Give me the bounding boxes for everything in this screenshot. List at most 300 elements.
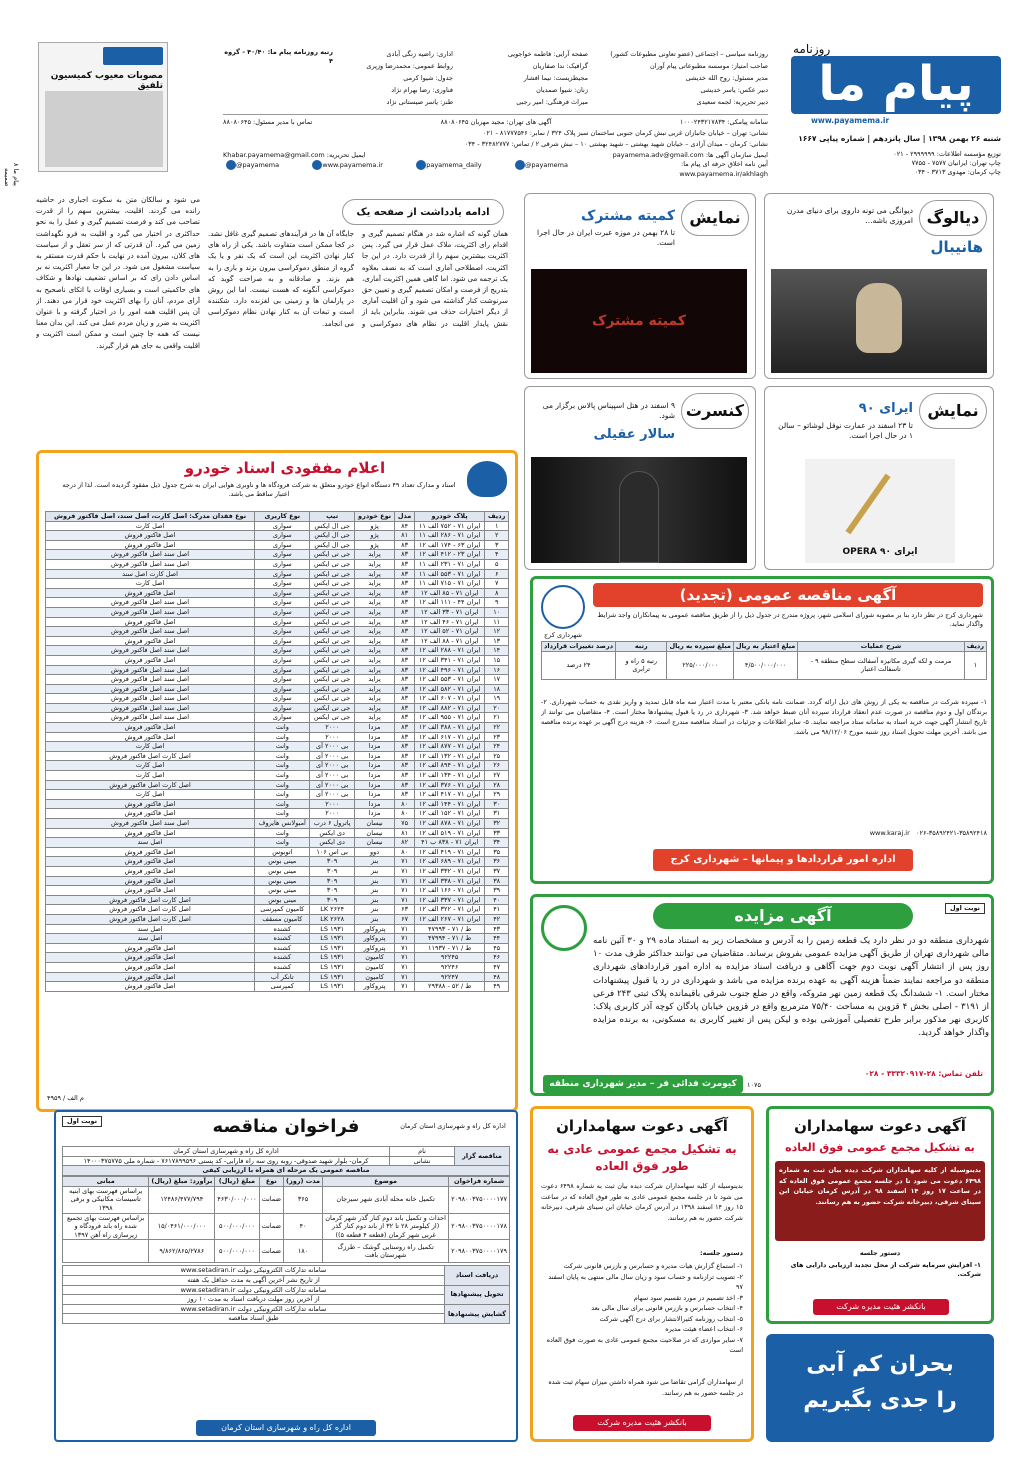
- meeting2-footer: بانکشر هئیت مدیره شرکت: [813, 1299, 949, 1315]
- slogan-line1: بحران کم آبی: [806, 1352, 954, 1377]
- table-row: [46, 876, 509, 886]
- table-cell: ۸۳: [395, 636, 415, 646]
- table-cell: ایران ۷۱ - ۳۸۸ الف ۱۲: [414, 723, 485, 733]
- table-cell: سواری: [255, 588, 310, 598]
- tender-site[interactable]: www.karaj.ir: [869, 829, 910, 837]
- table-cell: مرمت و لکه گیری مکانیزه آسفالت سطح منطقه ۹ - تاسفالت اعتبار: [798, 651, 964, 679]
- agenda-item: ۷- سایر مواردی که در صلاحیت مجمع عمومی عادی به صورت فوق العاده است: [546, 1335, 743, 1354]
- table-cell: ۸۳: [395, 713, 415, 723]
- table-cell: اصل سند اصل فاکتور فروش: [46, 627, 255, 637]
- table-cell: LS ۱۹۳۱: [310, 943, 354, 953]
- table-cell: ۴۵: [485, 943, 509, 953]
- table-cell: جی تی ایکس: [310, 559, 354, 569]
- table-cell: بنز: [354, 866, 394, 876]
- table-row: [46, 780, 509, 790]
- table-cell: اصل فاکتور فروش: [46, 531, 255, 541]
- call-tender-ad: [54, 1110, 518, 1442]
- table-cell: وانت: [255, 828, 310, 838]
- staff-line: میراث فرهنگی: امیر رجبی: [516, 98, 588, 106]
- table-cell: سواری: [255, 598, 310, 608]
- call-org-header: اداره کل راه و شهرسازی استان کرمان: [400, 1122, 506, 1130]
- meeting1-ad: [530, 1106, 754, 1442]
- tender-intro: شهرداری کرج در نظر دارد بنا بر مصوبه شورای اسلامی شهر، پروژه مندرج در جدول ذیل را از طریق مناقصه عمومی به پیمانکاران واجد شرایط واگذار نماید.: [597, 611, 983, 628]
- table-row: [46, 905, 509, 915]
- table-cell: ۳۰۹: [310, 857, 354, 867]
- meeting2-body: بدینوسیله از کلیه سهامداران شرکت دیده بیان ثبت به شماره ۶۴۹۸ دعوت می شود تا در جلسه مجمع عمومی فوق العاده که در ساعت ۱۷ روز ۱۴ اسفند ۹۸ در آدرس کرمان خیابان ابن سینای شرقی، دبیرخانه شرکت حضور به هم رسانند.: [779, 1166, 982, 1206]
- concert-photo: [531, 457, 747, 563]
- table-row: [46, 627, 509, 637]
- table-cell: اصل فاکتور فروش: [46, 847, 255, 857]
- call-header-cell: مبلغ (ریال): [215, 1177, 259, 1187]
- table-cell: سواری: [255, 550, 310, 560]
- table-cell: ۸۳: [395, 751, 415, 761]
- table-cell: ۴۸: [485, 972, 509, 982]
- table-row: [46, 684, 509, 694]
- staff-line: روزنامه سیاسی – اجتماعی (عضو تعاونی مطبوعات کشور): [610, 50, 768, 58]
- table-cell: ۲۰۰۰: [310, 799, 354, 809]
- table-cell: ۸۳: [395, 559, 415, 569]
- show2-title: ایرای ۹۰: [858, 401, 913, 416]
- table-cell: ۵: [485, 559, 509, 569]
- table-row: [46, 531, 509, 541]
- table-cell: ۸۳: [395, 703, 415, 713]
- table-cell: ۹۲۲۴۵: [414, 953, 485, 963]
- table-cell: اصل فاکتور فروش: [46, 540, 255, 550]
- open-value[interactable]: سامانه تدارکات الکترونیکی دولت www.setadiran.ir: [63, 1304, 445, 1314]
- table-cell: ۲۴ درصد: [542, 651, 616, 679]
- call-subtitle: مناقصه عمومی یک مرحله ای همراه با ارزیابی کیفی: [62, 1166, 510, 1176]
- table-cell: اصل سند اصل فاکتور فروش: [46, 550, 255, 560]
- table-cell: پراید: [354, 559, 394, 569]
- table-cell: پراید: [354, 569, 394, 579]
- table-cell: پراید: [354, 636, 394, 646]
- table-cell: وانت: [255, 742, 310, 752]
- table-cell: ۱۰: [485, 607, 509, 617]
- table-cell: وانت: [255, 723, 310, 733]
- table-cell: وانت: [255, 780, 310, 790]
- table-cell: سواری: [255, 617, 310, 627]
- table-cell: کشنده: [255, 934, 310, 944]
- table-row: [46, 713, 509, 723]
- receive-deadline: از تاریخ نشر آخرین آگهی به مدت حداقل یک هفته: [63, 1275, 445, 1285]
- table-row: [46, 665, 509, 675]
- meeting1-footer: بانکشر هئیت مدیره شرکت: [573, 1415, 711, 1431]
- table-cell: بنز: [354, 914, 394, 924]
- table-row: [46, 886, 509, 896]
- table-cell: ۹۲۲۴۷: [414, 972, 485, 982]
- contact-bar: [223, 114, 768, 161]
- table-cell: ۱۵: [485, 655, 509, 665]
- table-cell: ایران ۷۱ - ۸۷۷ الف ۱۲: [414, 742, 485, 752]
- table-cell: ۸: [485, 588, 509, 598]
- table-cell: اصل کارت اصل فاکتور فروش: [46, 780, 255, 790]
- table-cell: سواری: [255, 636, 310, 646]
- table-cell: دی ایکس: [310, 828, 354, 838]
- table-cell: جی تی ایکس: [310, 713, 354, 723]
- table-cell: ۳۴: [485, 838, 509, 848]
- table-cell: پراید: [354, 655, 394, 665]
- water-slogan: [766, 1334, 994, 1442]
- table-cell: ۳۰: [485, 799, 509, 809]
- table-cell: جی تی ایکس: [310, 607, 354, 617]
- auction-footer: کیومرث فدائی فر – مدیر شهرداری منطقه دو: [543, 1075, 743, 1093]
- table-cell: ط / ۷۱ - ۴۷۹۹۳: [414, 924, 485, 934]
- table-cell: ایران ۷۱ - ۸۵ الف ۱۲: [414, 588, 485, 598]
- table-cell: مزدا: [354, 742, 394, 752]
- meeting1-body: بدینوسیله از کلیه سهامداران شرکت دیده بیان ثبت به شماره ۶۴۹۸ دعوت می شود تا در جلسه مجمع عمومی عادی به طور فوق العاده که در ساعت ۱۵ روز ۱۴ اسفند ۱۳۹۸ در آدرس کرمان خیابان ابن سینای شرقی، دبیرخانه شرکت حضور به هم رسانند.: [541, 1182, 743, 1222]
- table-cell: مینی بوس: [255, 895, 310, 905]
- table-cell: ایران ۷۱ - ۸۸ الف ۱۲: [414, 636, 485, 646]
- table-cell: ۵۰۰/۰۰۰/۰۰۰: [215, 1213, 259, 1240]
- table-cell: دوو: [354, 847, 394, 857]
- table-cell: دی ایکس: [310, 838, 354, 848]
- receive-row: [63, 1266, 510, 1276]
- table-cell: پراید: [354, 703, 394, 713]
- tender-header-cell: ردیف: [964, 642, 986, 652]
- kerman-address: نشانی: کرمان – میدان آزادی – خیابان شهید بهشتی – شهید بهشتی ۱۰ – نبش شرقی ۲ / تماس: ۳۲۴۸۲۷۷۷ - ۰۳۴: [464, 140, 768, 148]
- table-row: [46, 579, 509, 589]
- newspaper-logo[interactable]: پیام ما: [791, 56, 1001, 114]
- open-row: [63, 1304, 510, 1314]
- table-cell: کشنده: [255, 953, 310, 963]
- table-cell: جی تی ایکس: [310, 675, 354, 685]
- table-cell: ۱۹: [485, 694, 509, 704]
- table-row: [46, 588, 509, 598]
- lost-code: م الف / ۴۹۵۹: [47, 1094, 84, 1102]
- table-cell: ۱۲: [485, 627, 509, 637]
- table-cell: اصل فاکتور فروش: [46, 982, 255, 992]
- table-cell: ۷۱: [395, 876, 415, 886]
- distribution: توزیع مؤسسه اطلاعات: ۲۹۹۹۹۹۹ - ۰۲۱: [893, 150, 1001, 158]
- show1-text: تا ۲۸ بهمن در موزه عبرت ایران در حال اجرا است.: [536, 228, 675, 247]
- table-row: [46, 761, 509, 771]
- table-row: [46, 569, 509, 579]
- table-cell: ۶: [485, 569, 509, 579]
- table-cell: جی تی ایکس: [310, 598, 354, 608]
- table-cell: ایران ۲۳ - ۴۱۲ الف ۱۲: [414, 550, 485, 560]
- table-cell: ایران ۷۱ - ۳۳۲ الف ۱۲: [414, 866, 485, 876]
- table-cell: سواری: [255, 703, 310, 713]
- open-row-2: [63, 1314, 510, 1324]
- table-cell: ۸۳: [395, 742, 415, 752]
- table-cell: اصل سند: [46, 934, 255, 944]
- table-cell: پژو: [354, 521, 394, 531]
- social-item[interactable]: payamema_daily: [413, 160, 481, 170]
- table-cell: ۴۲: [485, 914, 509, 924]
- table-cell: بی ۲۰۰۰ آی: [310, 761, 354, 771]
- table-cell: مزدا: [354, 771, 394, 781]
- table-cell: ۲۹: [485, 790, 509, 800]
- ethics-link[interactable]: [578, 160, 768, 169]
- table-cell: بی ۲۰۰۰ آی: [310, 790, 354, 800]
- table-row: [46, 521, 509, 531]
- open-time: طبق اسناد مناقصه: [63, 1314, 445, 1324]
- print-tehran: چاپ تهران: ایرانیان ۷۵۷۷ - ۷۷۵۵: [911, 159, 1001, 167]
- table-cell: مینی بوس: [255, 886, 310, 896]
- table-cell: LS ۱۹۳۱: [310, 982, 354, 992]
- table-cell: اصل سند اصل فاکتور فروش: [46, 694, 255, 704]
- table-cell: آمبولانس هایروف: [255, 819, 310, 829]
- table-cell: ایران ۷۱ - ۷۵۲ الف ۱۱: [414, 521, 485, 531]
- staff-line: مدیر مسئول: روح الله خدیشی: [685, 74, 768, 82]
- social-item[interactable]: @payamema: [223, 160, 279, 170]
- table-cell: اصل سند: [46, 838, 255, 848]
- table-cell: ۸۳: [395, 646, 415, 656]
- staff-col2: [478, 48, 588, 108]
- call-header-cell: موضوع: [323, 1177, 449, 1187]
- staff-line: اداری: راضیه زنگی آبادی: [386, 50, 453, 58]
- staff-line: فناوری: رضا بهرام نژاد: [391, 86, 453, 94]
- table-cell: ایران ۷۱ - ۵۵۳ الف ۱۱: [414, 569, 485, 579]
- table-cell: وانت: [255, 732, 310, 742]
- table-cell: بنز: [354, 876, 394, 886]
- table-cell: کامیون کمپرسی: [255, 905, 310, 915]
- table-cell: مینی بوس: [255, 857, 310, 867]
- table-row: [46, 847, 509, 857]
- table-cell: ۵۰۰/۰۰۰/۰۰۰: [215, 1240, 259, 1263]
- table-cell: ۲۰۹۸۰۰۳۷۵۰۰۰۰۱۷۹: [449, 1240, 510, 1263]
- tehran-address: نشانی: تهران – خیابان جانبازان غربی نبش کرمان جنوبی ساختمان سبز پلاک ۳۲۴ / نمابر: ۸۱۷۷۷۵۴۶ - ۰۲۱: [482, 129, 768, 137]
- table-cell: ۷۱: [395, 857, 415, 867]
- meeting1-agenda-title: دستور جلسه:: [700, 1249, 743, 1257]
- receive-label: دریافت اسناد: [445, 1266, 510, 1285]
- table-cell: ۸۳: [395, 588, 415, 598]
- table-cell: ایران ۷۱ - ۸۷۸ الف ۱۲: [414, 819, 485, 829]
- table-cell: اصل فاکتور فروش: [46, 617, 255, 627]
- table-cell: ۹: [485, 598, 509, 608]
- receive-value[interactable]: سامانه تدارکات الکترونیکی دولت www.setadiran.ir: [63, 1266, 445, 1276]
- instagram-icon: [416, 160, 426, 170]
- submit-row: [63, 1285, 510, 1295]
- table-cell: اصل کارت اصل سند: [46, 569, 255, 579]
- table-cell: جی تی ایکس: [310, 703, 354, 713]
- table-cell: ۸۳: [395, 675, 415, 685]
- tender-header-cell: مبلغ اعتبار به ریال: [733, 642, 797, 652]
- table-cell: ۷۱: [395, 895, 415, 905]
- table-cell: پراید: [354, 675, 394, 685]
- table-row: [46, 838, 509, 848]
- table-cell: ۲۰۰۰: [310, 732, 354, 742]
- thumbnail-photo: [45, 91, 163, 167]
- table-cell: ۴۷: [485, 962, 509, 972]
- table-row: [46, 819, 509, 829]
- table-cell: اصل فاکتور فروش: [46, 972, 255, 982]
- table-cell: ۳۱: [485, 809, 509, 819]
- table-cell: پراید: [354, 694, 394, 704]
- table-cell: ۲: [485, 531, 509, 541]
- table-cell: اصل سند اصل فاکتور فروش: [46, 675, 255, 685]
- table-cell: کامیون: [354, 953, 394, 963]
- table-cell: ۳: [485, 540, 509, 550]
- call-header-cell: برآورد: مبلغ (ریال): [149, 1177, 215, 1187]
- table-cell: ۸۳: [395, 569, 415, 579]
- table-cell: کامیون: [354, 972, 394, 982]
- table-cell: ۳۰۹: [310, 895, 354, 905]
- table-cell: وانت: [255, 809, 310, 819]
- table-cell: اصل کارت اصل فاکتور فروش: [46, 905, 255, 915]
- concert-text: ۹ اسفند در هتل اسپیناس پالاس برگزار می شود.: [542, 401, 675, 420]
- newspaper-label: روزنامه: [793, 42, 831, 56]
- staff-line: دبیر عکس: یاسر خدیشی: [700, 86, 768, 94]
- table-cell: ایران ۷۱ - ۴۱۷ الف ۱۲: [414, 790, 485, 800]
- ads-email[interactable]: ایمیل سازمان آگهی ها: payamema.adv@gmail.com: [612, 151, 768, 159]
- table-cell: ۲۳: [485, 732, 509, 742]
- karaj-org: شهرداری کرج: [544, 631, 582, 639]
- table-cell: اصل سند اصل فاکتور فروش: [46, 713, 255, 723]
- table-cell: ۱۶: [485, 665, 509, 675]
- table-row: [46, 723, 509, 733]
- table-cell: ۷: [485, 579, 509, 589]
- table-cell: LK ۲۶۲۴: [310, 905, 354, 915]
- table-row: [46, 857, 509, 867]
- table-cell: ۲۸: [485, 780, 509, 790]
- table-cell: ۷۱: [395, 924, 415, 934]
- agenda-item: ۳- اخذ تصمیم در مورد تقسیم سود سهام: [633, 1293, 743, 1302]
- table-cell: ایران ۷۱ - ۱۵۲ الف ۱۲: [414, 809, 485, 819]
- table-cell: اصل کارت اصل فاکتور فروش: [46, 895, 255, 905]
- table-cell: وانت: [255, 751, 310, 761]
- lost-docs-ad: [36, 450, 518, 1112]
- table-row: [46, 924, 509, 934]
- table-cell: ۸۳: [395, 607, 415, 617]
- open-label: گشایش پیشنهادها: [445, 1304, 510, 1323]
- table-cell: اصل فاکتور فروش: [46, 799, 255, 809]
- table-cell: اتوبوس: [255, 847, 310, 857]
- concert-box: [524, 386, 756, 570]
- social-item[interactable]: www.payamema.ir: [309, 160, 383, 170]
- table-cell: جی ال ایکس: [310, 521, 354, 531]
- table-cell: ایران ۷۱ - ۲۸۶ الف ۱۱: [414, 531, 485, 541]
- table-cell: ۸۳: [395, 790, 415, 800]
- table-row: [46, 675, 509, 685]
- table-cell: ۷۱: [395, 953, 415, 963]
- dialog-photo: [771, 269, 987, 373]
- table-row: [46, 617, 509, 627]
- submit-value[interactable]: سامانه تدارکات الکترونیکی دولت www.setadiran.ir: [63, 1285, 445, 1295]
- table-cell: ایران ۷۱ - ۳۳۷ الف ۱۲: [414, 895, 485, 905]
- table-cell: بنز: [354, 857, 394, 867]
- front-page-thumbnail[interactable]: [38, 42, 168, 172]
- table-row: [46, 636, 509, 646]
- table-cell: پژو: [354, 540, 394, 550]
- table-row: [46, 646, 509, 656]
- show2-poster-label: ایرای ۹۰ OPERA: [842, 547, 918, 557]
- ethics-url[interactable]: www.payamema.ir/akhlagh: [679, 170, 768, 178]
- table-cell: بی ۲۰۰۰ آی: [310, 751, 354, 761]
- table-cell: ۸۳: [395, 694, 415, 704]
- staff-line: جدول: شیوا کرمی: [403, 74, 453, 82]
- table-cell: پتروکاور: [354, 982, 394, 992]
- table-cell: ۷۱: [395, 934, 415, 944]
- call-employer-table: [62, 1146, 510, 1166]
- call-table-wrap: [62, 1146, 510, 1324]
- table-cell: سواری: [255, 607, 310, 617]
- lost-header-cell: مدل: [395, 512, 415, 522]
- table-cell: سواری: [255, 655, 310, 665]
- website-url[interactable]: www.payamema.ir: [811, 116, 890, 125]
- tender-table: [541, 641, 987, 680]
- table-cell: ۴۱: [485, 905, 509, 915]
- call-header-cell: مبانی: [63, 1177, 149, 1187]
- submit-row-2: [63, 1295, 510, 1305]
- table-cell: پراید: [354, 579, 394, 589]
- table-cell: پراید: [354, 588, 394, 598]
- table-cell: مزدا: [354, 799, 394, 809]
- table-cell: براساس فهرست بهای تجمیع شده راه باند فرودگاه و زیرسازی راه آهن ۱۳۹۷: [63, 1213, 149, 1240]
- editor-email[interactable]: ایمیل تحریریه: Khabar.payamema@gmail.com: [223, 151, 366, 159]
- table-cell: ۱۲۴۸۶/۴۷۷/۷۹۴: [149, 1186, 215, 1213]
- table-cell: ایران ۷۱ - ۶۱۷ الف ۱۲: [414, 732, 485, 742]
- table-cell: اصل فاکتور فروش: [46, 655, 255, 665]
- staff-line: طنز: یاسر صیستانی نژاد: [386, 98, 453, 106]
- meeting2-ad: [766, 1106, 994, 1324]
- table-cell: ایران ۷۱ - ۵۵۳ الف ۱۲: [414, 675, 485, 685]
- table-cell: سواری: [255, 521, 310, 531]
- staff-line: صفحه آرایی: فاطمه خواجویی: [507, 50, 588, 58]
- table-cell: ایران ۷۱ - ۳۳۸ الف ۱۲: [414, 876, 485, 886]
- concert-tag: کنسرت: [681, 393, 749, 429]
- table-cell: ۸۲: [395, 838, 415, 848]
- meeting1-agenda: [541, 1261, 743, 1356]
- table-cell: جی تی ایکس: [310, 627, 354, 637]
- table-row: [46, 732, 509, 742]
- table-cell: بی ۲۰۰۰ آی: [310, 742, 354, 752]
- table-cell: ۱۷: [485, 675, 509, 685]
- table-cell: ضمانت: [259, 1186, 283, 1213]
- table-cell: مزدا: [354, 780, 394, 790]
- table-cell: ایران ۷۱ - ۲۳۱ الف ۱۱: [414, 559, 485, 569]
- table-cell: مزدا: [354, 809, 394, 819]
- tender-table-row: [542, 651, 987, 679]
- table-cell: جی تی ایکس: [310, 550, 354, 560]
- table-cell: اصل کارت: [46, 521, 255, 531]
- table-cell: ۸۴: [395, 521, 415, 531]
- table-cell: ۱: [964, 651, 986, 679]
- agenda-item: ۱- استماع گزارش هیات مدیره و حسابرس و بازرس قانونی شرکت: [563, 1262, 743, 1270]
- table-cell: ۳۰۹: [310, 886, 354, 896]
- table-cell: ایران ۷۱ - ۴۱۹ الف ۱۲: [414, 847, 485, 857]
- table-cell: اصل سند اصل فاکتور فروش: [46, 646, 255, 656]
- table-cell: بی ۲۰۰۰ آی: [310, 771, 354, 781]
- table-row: [46, 972, 509, 982]
- table-cell: پراید: [354, 617, 394, 627]
- staff-line: گرافیک: ندا صفاریان: [532, 62, 588, 70]
- table-cell: ۱۳: [485, 636, 509, 646]
- table-cell: ۲۰۹۸۰۰۳۷۵۰۰۰۰۱۷۷: [449, 1186, 510, 1213]
- receive-row-2: [63, 1275, 510, 1285]
- staff-line: دبیر تحریریه: لجمه سعیدی: [696, 98, 768, 106]
- table-cell: ایران ۷۱ - ۵۱۹ الف ۱۲: [414, 828, 485, 838]
- social-item[interactable]: @payamema: [512, 160, 568, 170]
- table-cell: ایران ۷۱ - ۸۹۴ الف ۱۲: [414, 761, 485, 771]
- table-cell: سواری: [255, 569, 310, 579]
- table-cell: بی ۲۰۰۰ آی: [310, 780, 354, 790]
- table-cell: ۷۱: [395, 982, 415, 992]
- print-kerman: چاپ کرمان: مهدوی ۳۷۱۳ - ۰۳۴: [914, 168, 1001, 176]
- table-cell: بنز: [354, 905, 394, 915]
- table-cell: اصل سند اصل فاکتور فروش: [46, 665, 255, 675]
- table-cell: ۲۱: [485, 713, 509, 723]
- airport-logo: [467, 461, 507, 497]
- table-cell: ایران ۴۴ - ۱۱۱ الف ۱۲: [414, 598, 485, 608]
- show1-poster: [531, 269, 747, 373]
- auction-code: ۱۰۷۵: [747, 1081, 761, 1089]
- table-cell: جی تی ایکس: [310, 588, 354, 598]
- table-cell: وانت: [255, 790, 310, 800]
- table-row: [46, 982, 509, 992]
- table-cell: ۸۳: [395, 655, 415, 665]
- table-cell: پتروکاور: [354, 924, 394, 934]
